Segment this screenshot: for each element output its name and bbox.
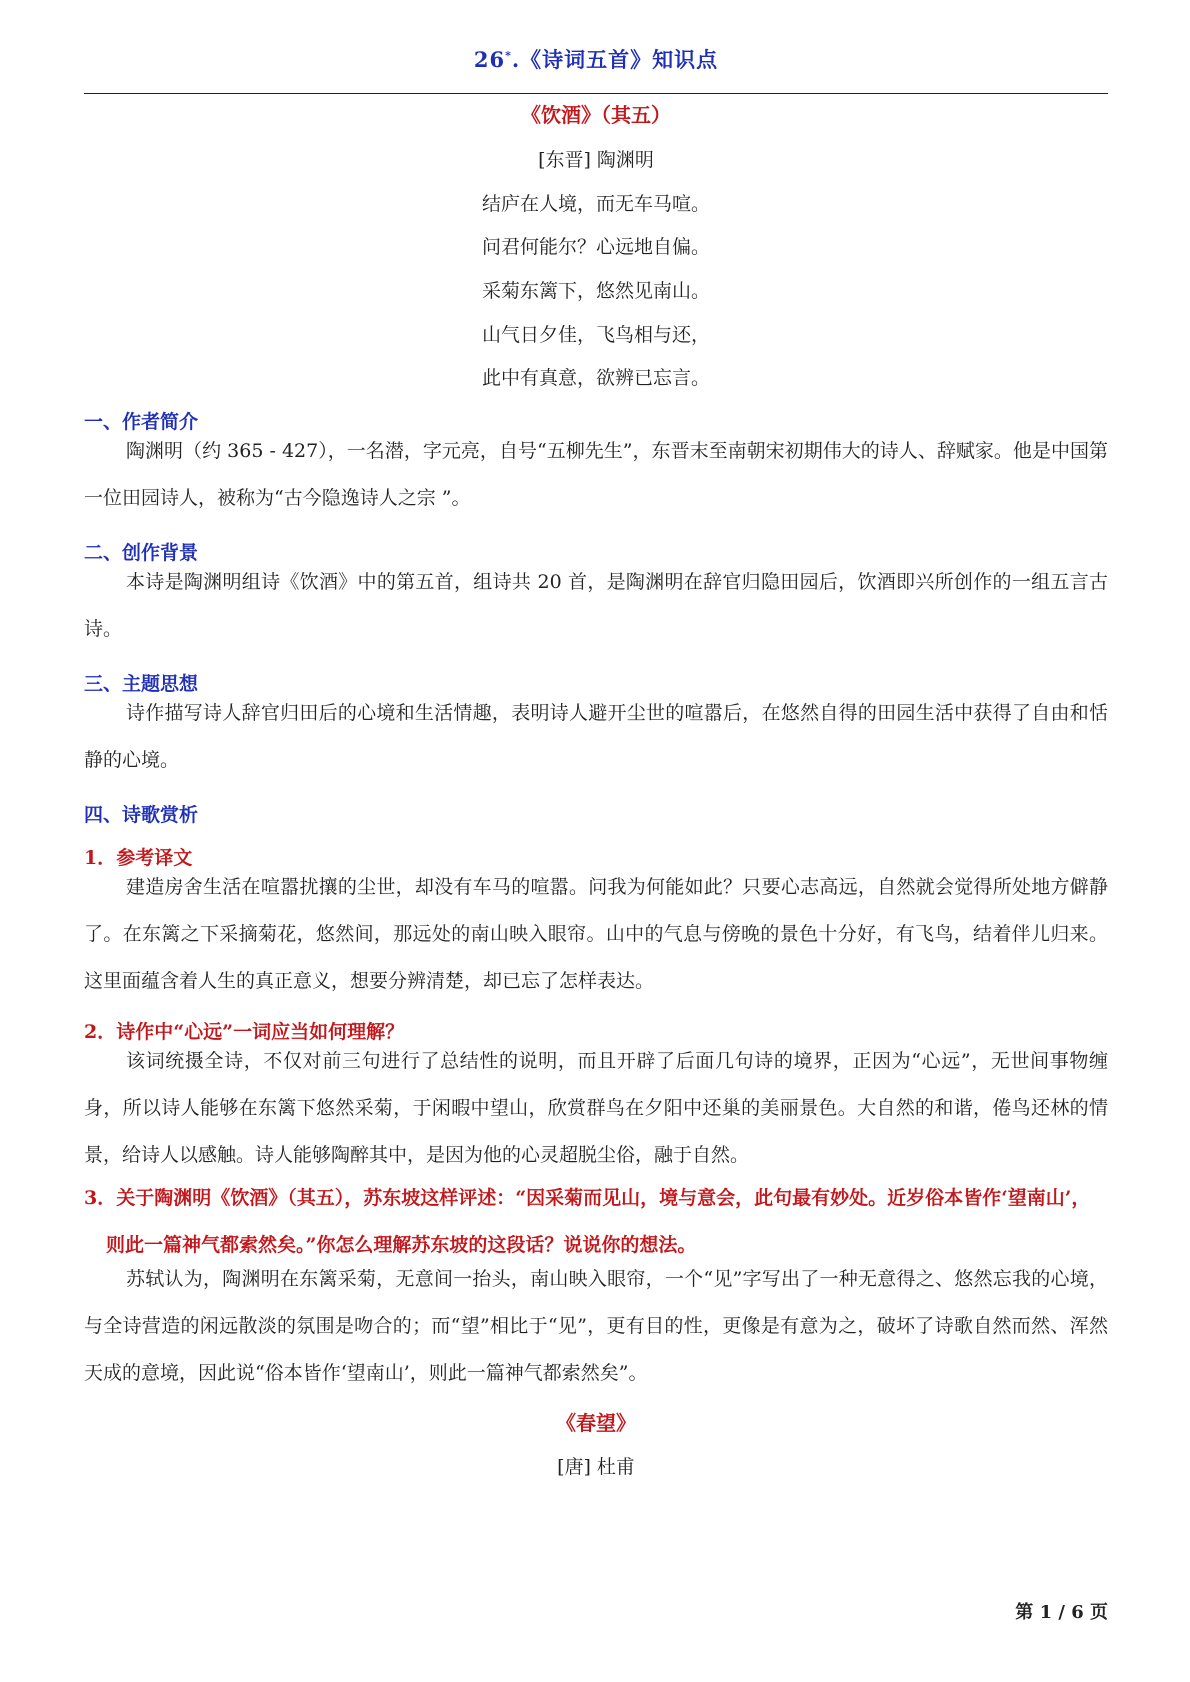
section-text-theme: 诗作描写诗人辞官归田后的心境和生活情趣，表明诗人避开尘世的喧嚣后，在悠然自得的田园生活中获得了自由和恬静的心境。 [84,702,1108,771]
poem1-line: 采菊东篱下，悠然见南山。 [481,280,710,302]
title-text: .《诗词五首》知识点 [511,47,719,72]
section-heading-background: 二、创作背景 [84,542,199,564]
question-text-2: 该词统摄全诗，不仅对前三句进行了总结性的说明，而且开辟了后面几句诗的境界，正因为“心远”，无世间事物缠身，所以诗人能够在东篱下悠然采菊，于闲暇中望山，欣赏群鸟在夕阳中还巢的美丽景色。大自然的和谐，倦鸟还林的情景，给诗人以感触。诗人能够陶醉其中，是因为他的心灵超脱尘俗，融于自然。 [84,1050,1108,1166]
section-text-background: 本诗是陶渊明组诗《饮酒》中的第五首，组诗共 20 首，是陶渊明在辞官归隐田园后，饮酒即兴所创作的一组五言古诗。 [84,571,1108,640]
question-heading-2: 2．诗作中“心远”一词应当如何理解？ [84,1021,405,1043]
title-number: 26 [473,47,506,72]
poem2-author: [唐] 杜甫 [557,1456,635,1478]
section-heading-author: 一、作者简介 [84,411,199,433]
title-divider [84,93,1108,94]
poem1-line: 山气日夕佳，飞鸟相与还， [481,324,710,346]
section-heading-theme: 三、主题思想 [84,673,199,695]
poem1-author: [东晋] 陶渊明 [538,149,654,171]
question-text-1: 建造房舍生活在喧嚣扰攘的尘世，却没有车马的喧嚣。问我为何能如此？只要心志高远，自然就会觉得所处地方僻静了。在东篱之下采摘菊花，悠然间，那远处的南山映入眼帘。山中的气息与傍晚的景色十分好，有飞鸟，结着伴儿归来。这里面蕴含着人生的真正意义，想要分辨清楚，却已忘了怎样表达。 [84,876,1108,992]
page-number: 第 1 / 6 页 [1015,1602,1108,1623]
poem1-line: 结庐在人境，而无车马喧。 [481,193,710,215]
section-text-author: 陶渊明（约 365 - 427），一名潜，字元亮，自号“五柳先生”，东晋末至南朝宋初期伟大的诗人、辞赋家。他是中国第一位田园诗人，被称为“古今隐逸诗人之宗 ”。 [84,440,1108,509]
poem2-title: 《春望》 [556,1411,636,1435]
question-text-3: 苏轼认为，陶渊明在东篱采菊，无意间一抬头，南山映入眼帘，一个“见”字写出了一种无意得之、悠然忘我的心境，与全诗营造的闲远散淡的氛围是吻合的；而“望”相比于“见”，更有目的性，更像是有意为之，破坏了诗歌自然而然、浑然天成的意境，因此说“俗本皆作‘望南山’，则此一篇神气都索然矣”。 [84,1268,1108,1384]
section-heading-appreciation: 四、诗歌赏析 [84,804,199,826]
poem1-line: 此中有真意，欲辨已忘言。 [481,367,710,389]
question-heading-3: 3．关于陶渊明《饮酒》（其五），苏东坡这样评述：“因采菊而见山，境与意会，此句最有妙处。近岁俗本皆作‘望南山’，则此一篇神气都索然矣。”你怎么理解苏东坡的这段话？说说你的想法。 [84,1187,1091,1256]
poem1-line: 问君何能尔？心远地自偏。 [481,236,710,258]
question-heading-1: 1．参考译文 [84,847,193,869]
poem1-title: 《饮酒》（其五） [521,103,671,127]
page-title [84,44,1108,74]
title-asterisk: * [505,49,512,62]
